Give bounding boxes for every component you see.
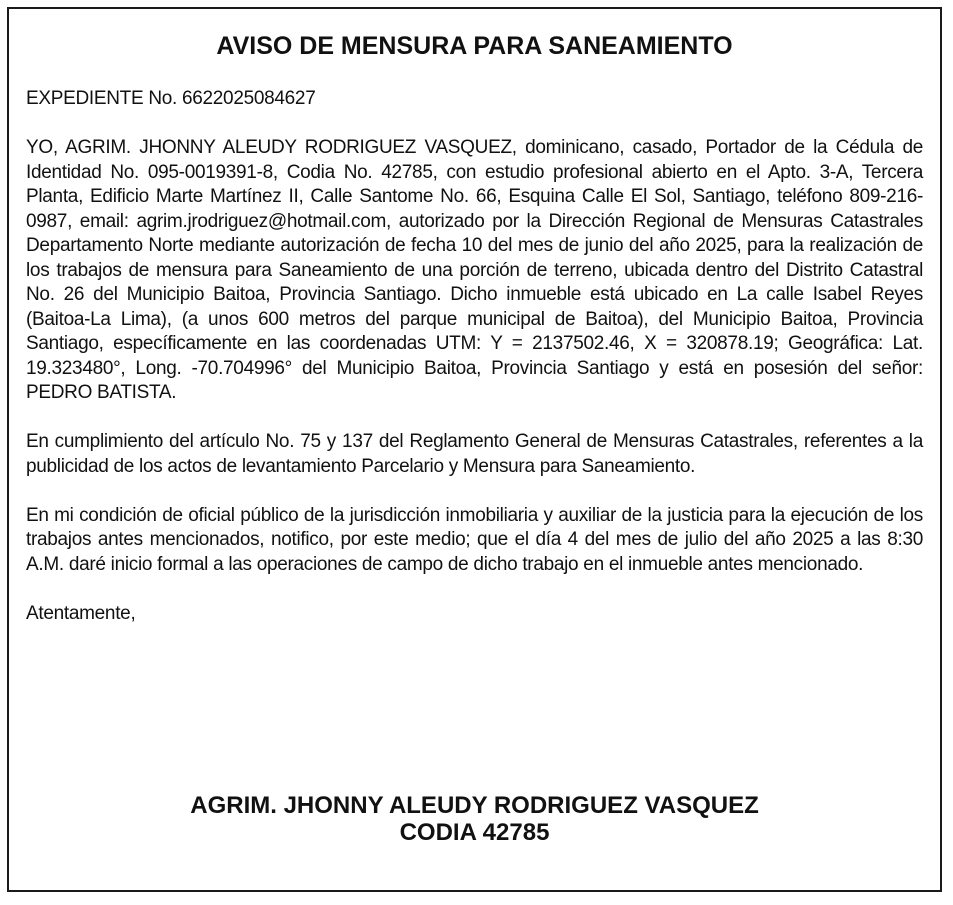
notification-paragraph: En mi condición de oficial público de la jurisdicción inmobiliaria y auxiliar de la justicia para la ejecución de los trabajos antes mencionados, notifico, por este medio; que el día 4 del mes de julio del año 2025 a las 8:30 A.M. daré inicio formal a las operaciones de campo de dicho trabajo en el inmueble antes mencionado. [26, 504, 923, 575]
notice-frame [7, 7, 942, 892]
signature-codia: CODIA 42785 [399, 819, 550, 846]
expediente-number: EXPEDIENTE No. 6622025084627 [26, 88, 316, 109]
closing-salutation: Atentamente, [26, 602, 136, 624]
signature-name: AGRIM. JHONNY ALEUDY RODRIGUEZ VASQUEZ [190, 792, 759, 819]
legal-basis-paragraph: En cumplimiento del artículo No. 75 y 137 del Reglamento General de Mensuras Catastrales, referentes a la publicidad de los actos de levantamiento Parcelario y Mensura para Saneamiento. [26, 431, 923, 477]
notice-body [26, 87, 923, 651]
notice-title: AVISO DE MENSURA PARA SANEAMIENTO [216, 32, 733, 60]
signature-block [9, 792, 940, 846]
declaration-paragraph: YO, AGRIM. JHONNY ALEUDY RODRIGUEZ VASQUEZ, dominicano, casado, Portador de la Cédula de Identidad No. 095-0019391-8, Codia No. 42785, con estudio profesional abierto en el Apto. 3-A, Tercera Planta, Edificio Marte Martínez II, Calle Santome No. 66, Esquina Calle El Sol, Santiago, teléfono 809-216-0987, email: agrim.jrodriguez@hotmail.com, autorizado por la Dirección Regional de Mensuras Catastrales Departamento Norte mediante autorización de fecha 10 del mes de junio del año 2025, para la realización de los trabajos de mensura para Saneamiento de una porción de terreno, ubicada dentro del Distrito Catastral No. 26 del Municipio Baitoa, Provincia Santiago. Dicho inmueble está ubicado en La calle Isabel Reyes (Baitoa-La Lima), (a unos 600 metros del parque municipal de Baitoa), del Municipio Baitoa, Provincia Santiago, específicamente en las coordenadas UTM: Y = 2137502.46, X = 320878.19; Geográfica: Lat. 19.323480°, Long. -70.704996° del Municipio Baitoa, Provincia Santiago y está en posesión del señor: PEDRO BATISTA. [26, 137, 923, 403]
